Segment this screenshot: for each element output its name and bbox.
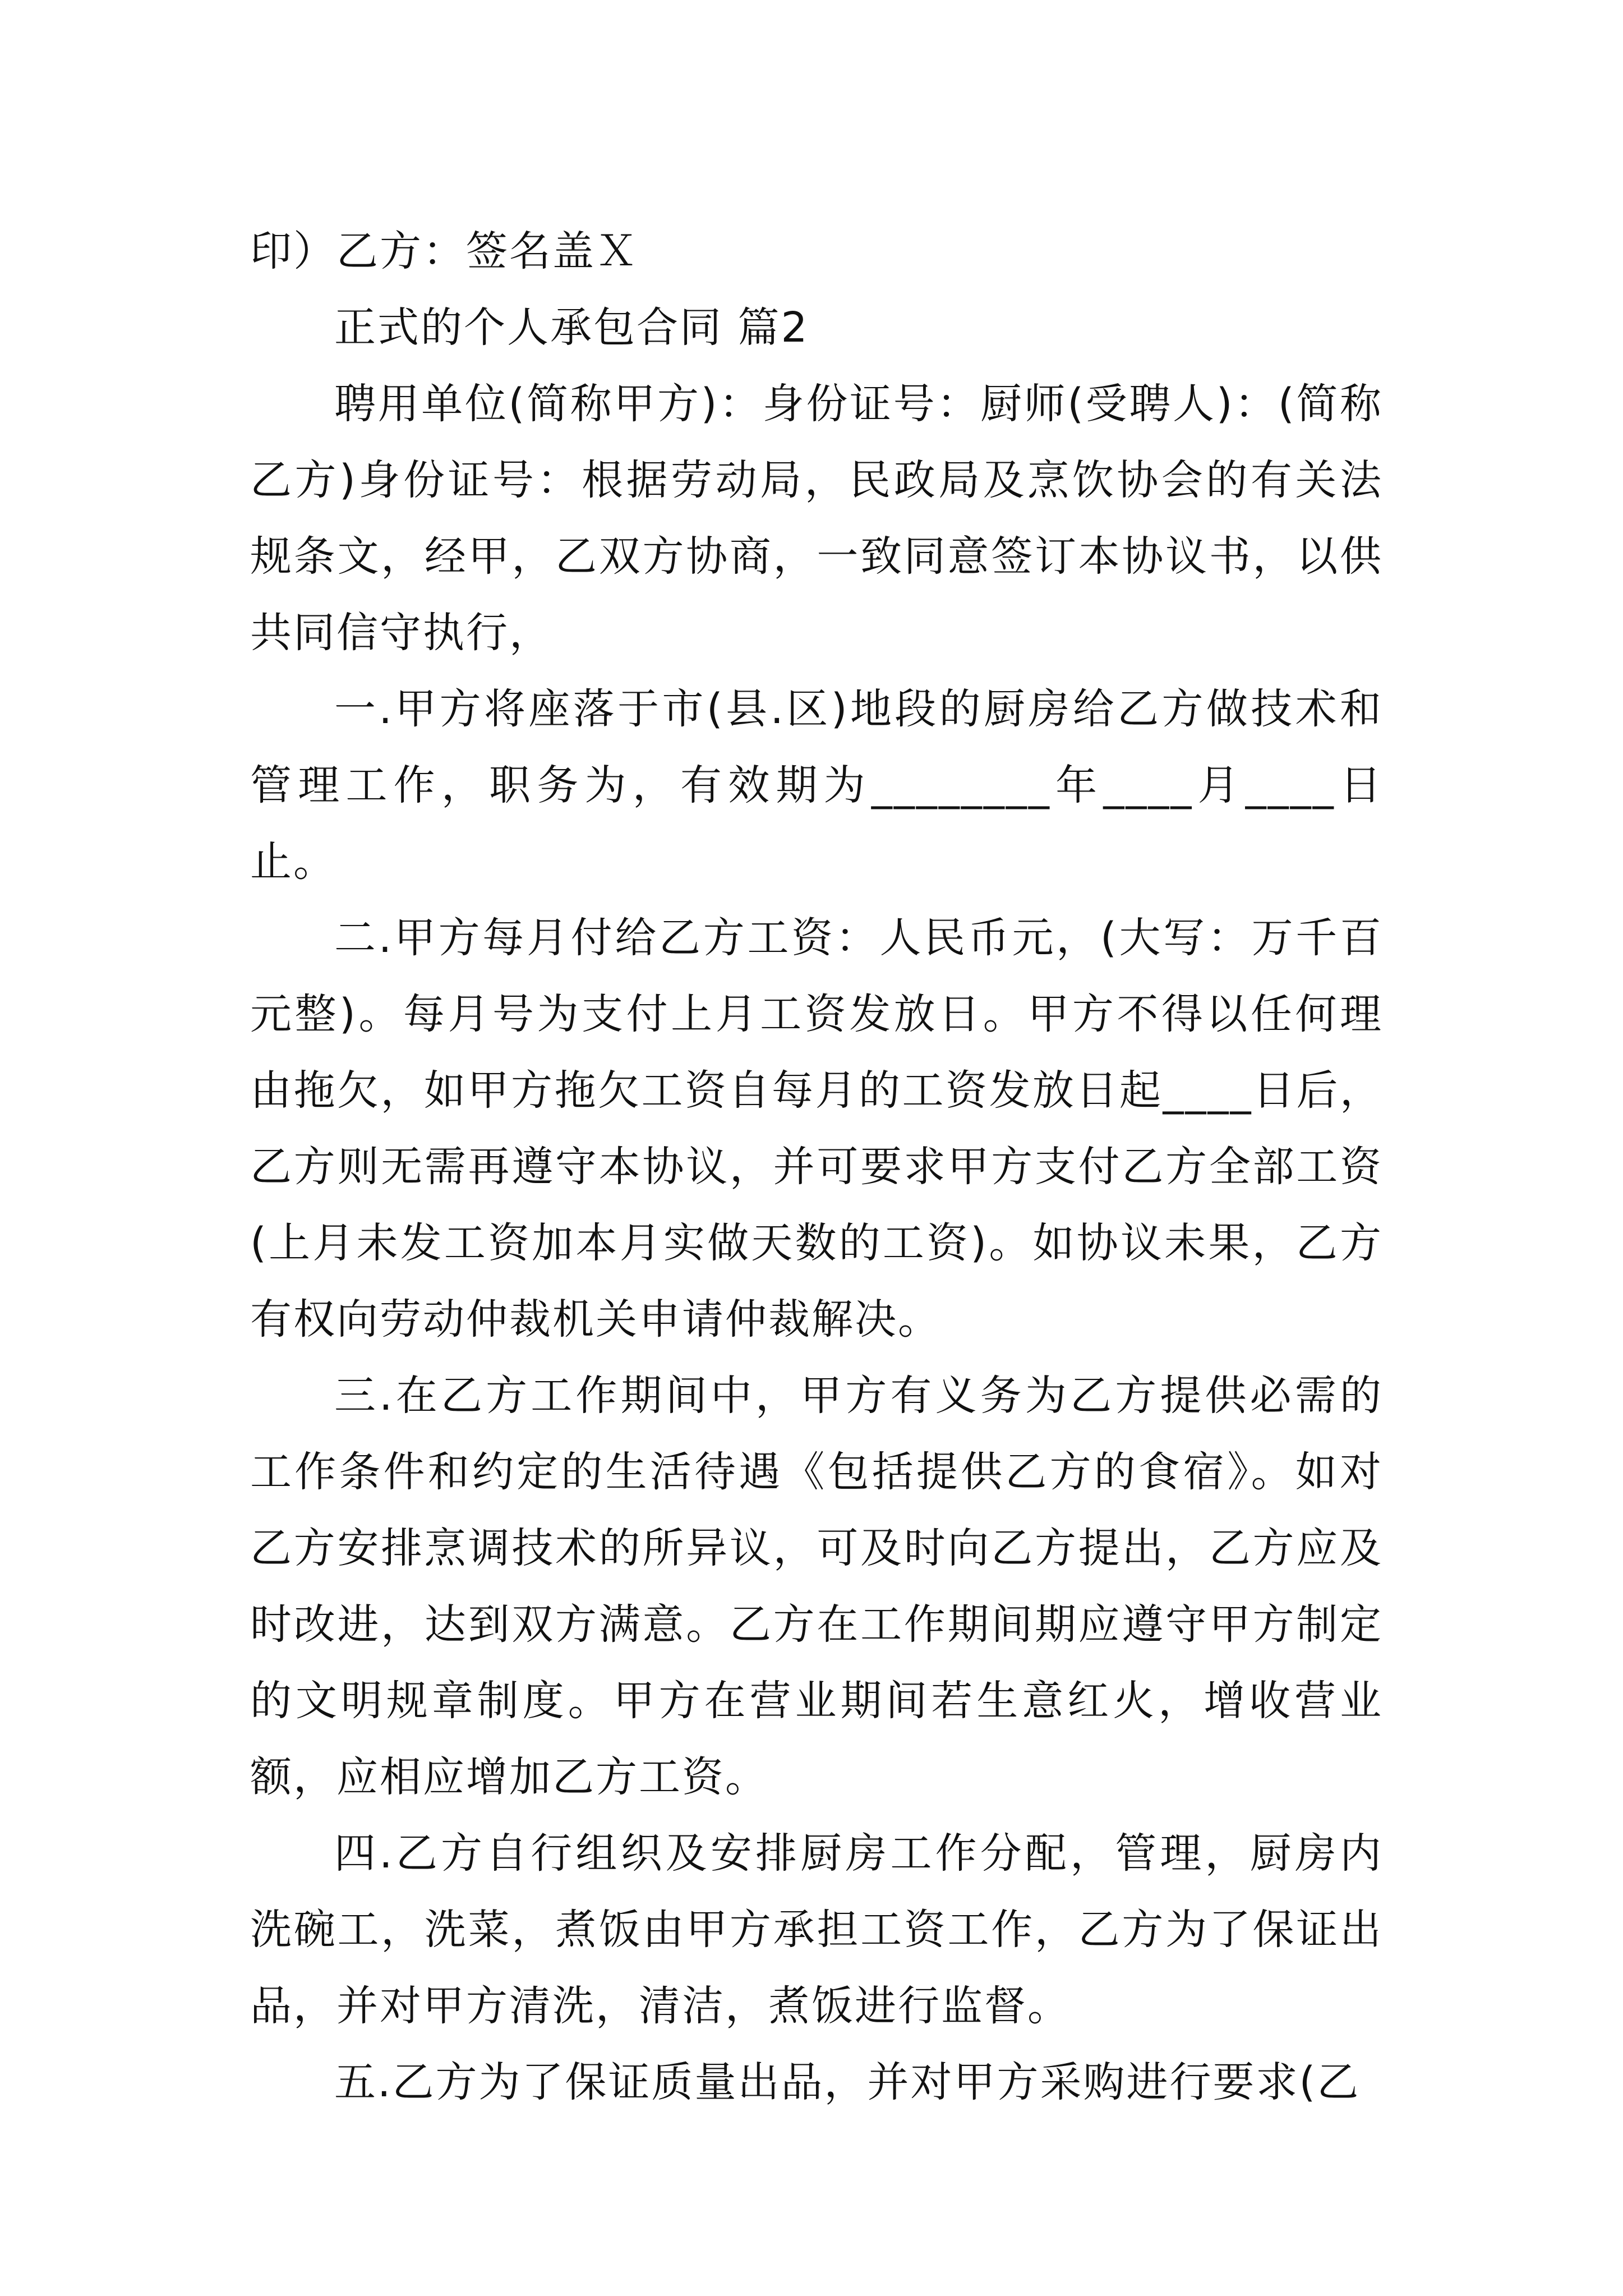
paragraph-preamble: 聘用单位(简称甲方)：身份证号：厨师(受聘人)：(简称乙方)身份证号：根据劳动局，民政局及烹饮协会的有关法规条文，经甲，乙双方协商，一致同意签订本协议书，以供共同信守执行， [250,380,1383,657]
section-heading: 正式的个人承包合同 篇2 [334,303,809,352]
clause-2: 二.甲方每月付给乙方工资：人民币元，(大写：万千百元整)。每月号为支付上月工资发放日。甲方不得以任何理由拖欠，如甲方拖欠工资自每月的工资发放日起____日后，乙方则无需再遵守本协议，并可要求甲方支付乙方全部工资(上月未发工资加本月实做天数的工资)。如协议未果，乙方有权向劳动仲裁机关申请仲裁解决。 [250,914,1383,1343]
clause-3: 三.在乙方工作期间中，甲方有义务为乙方提供必需的工作条件和约定的生活待遇《包括提供乙方的食宿》。如对乙方安排烹调技术的所异议，可及时向乙方提出，乙方应及时改进，达到双方满意。乙方在工作期间期应遵守甲方制定的文明规章制度。甲方在营业期间若生意红火，增收营业额，应相应增加乙方工资。 [250,1372,1383,1801]
clause-4: 四.乙方自行组织及安排厨房工作分配，管理，厨房内洗碗工，洗菜，煮饭由甲方承担工资工作，乙方为了保证出品，并对甲方清洗，清洁，煮饭进行监督。 [250,1829,1383,2030]
paragraph-signature: 印）乙方：签名盖Ｘ [250,227,639,275]
document-body [250,213,1383,2120]
clause-5: 五.乙方为了保证质量出品，并对甲方采购进行要求(乙 [334,2058,1361,2106]
clause-1: 一.甲方将座落于市(县.区)地段的厨房给乙方做技术和管理工作，职务为，有效期为________年____月____日止。 [250,685,1383,886]
